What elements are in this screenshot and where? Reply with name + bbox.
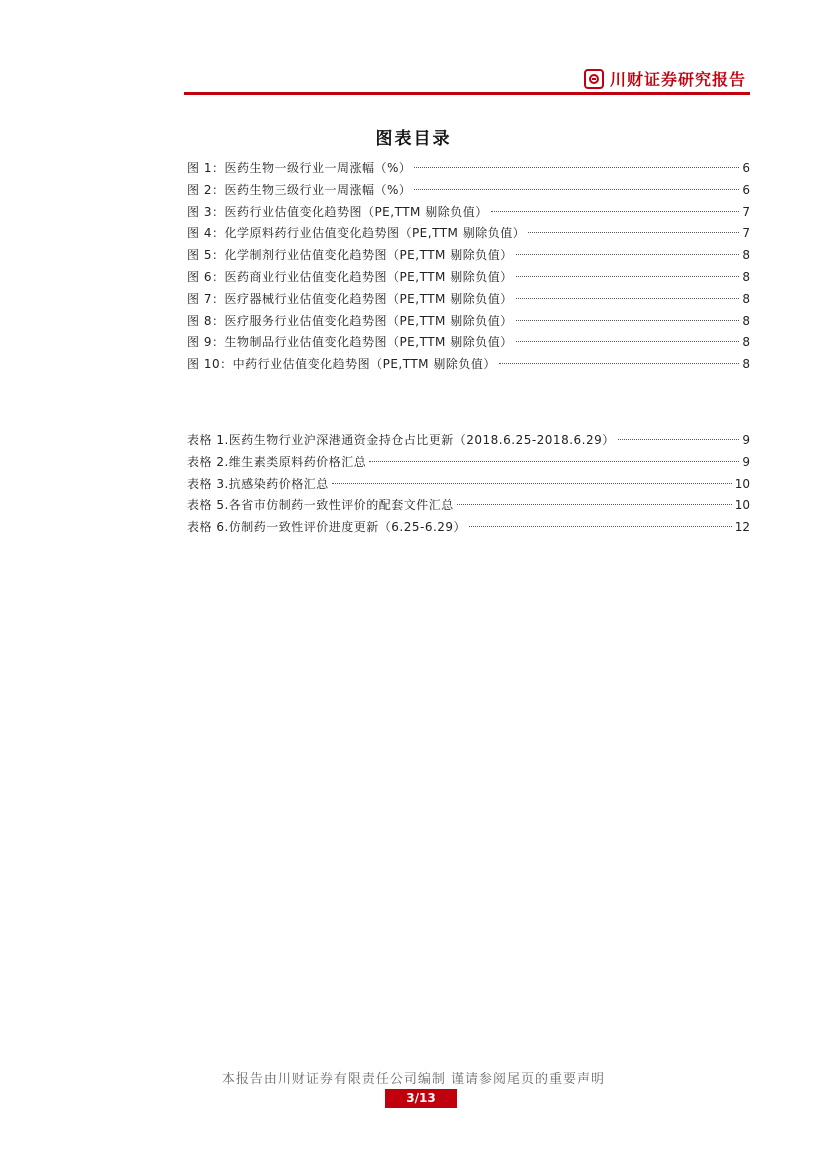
table-entry-page: 10 [734, 498, 750, 513]
header-divider [184, 92, 750, 95]
dot-leader [369, 461, 739, 462]
figure-entry-label: 图 7：医疗器械行业估值变化趋势图（PE,TTM 剔除负值） [187, 291, 513, 306]
figure-entry[interactable] [187, 223, 750, 245]
figure-entry-page: 8 [742, 248, 750, 263]
dot-leader [499, 363, 740, 364]
figure-entry-page: 6 [742, 161, 750, 175]
table-entry-label: 表格 2.维生素类原料药价格汇总 [187, 454, 367, 469]
figure-entry-page: 8 [742, 313, 750, 328]
dot-leader [457, 504, 732, 505]
dot-leader [414, 189, 739, 190]
figure-entry-label: 图 4：化学原料药行业估值变化趋势图（PE,TTM 剔除负值） [187, 226, 526, 241]
dot-leader [469, 526, 732, 527]
table-list [187, 430, 750, 539]
table-entry-page: 9 [742, 433, 750, 447]
dot-leader [528, 232, 739, 233]
dot-leader [618, 439, 740, 440]
table-entry[interactable] [187, 474, 750, 496]
table-entry[interactable] [187, 430, 750, 452]
figure-entry-label: 图 8：医疗服务行业估值变化趋势图（PE,TTM 剔除负值） [187, 313, 513, 328]
figure-entry[interactable] [187, 202, 750, 224]
figure-entry-page: 7 [742, 204, 750, 219]
dot-leader [332, 483, 732, 484]
figure-entry-label: 图 10：中药行业估值变化趋势图（PE,TTM 剔除负值） [187, 357, 496, 372]
table-entry-page: 12 [734, 520, 750, 535]
figure-entry[interactable] [187, 289, 750, 311]
table-entry-label: 表格 5.各省市仿制药一致性评价的配套文件汇总 [187, 498, 454, 513]
dot-leader [516, 298, 740, 299]
brand-logo-icon [584, 69, 604, 89]
figure-entry-label: 图 1：医药生物一级行业一周涨幅（%） [187, 161, 412, 175]
figure-entry[interactable] [187, 354, 750, 376]
table-entry[interactable] [187, 517, 750, 539]
dot-leader [516, 276, 740, 277]
table-entry-label: 表格 6.仿制药一致性评价进度更新（6.25-6.29） [187, 520, 467, 535]
figure-entry[interactable] [187, 311, 750, 333]
figure-entry-page: 8 [742, 335, 750, 350]
figure-entry-page: 8 [742, 291, 750, 306]
figure-entry[interactable] [187, 267, 750, 289]
dot-leader [516, 341, 740, 342]
figure-entry-page: 8 [742, 357, 750, 372]
table-entry[interactable] [187, 452, 750, 474]
figure-entry[interactable] [187, 158, 750, 180]
figure-entry[interactable] [187, 245, 750, 267]
figure-entry-page: 6 [742, 182, 750, 197]
dot-leader [414, 167, 739, 168]
figure-entry-label: 图 5：化学制剂行业估值变化趋势图（PE,TTM 剔除负值） [187, 248, 513, 263]
table-entry-label: 表格 1.医药生物行业沪深港通资金持仓占比更新（2018.6.25-2018.6.29） [187, 433, 615, 447]
dot-leader [516, 320, 740, 321]
figure-entry-page: 8 [742, 269, 750, 284]
brand-name: 川财证券研究报告 [610, 69, 747, 89]
table-entry-page: 9 [742, 454, 750, 469]
footer-disclaimer: 本报告由川财证券有限责任公司编制 谨请参阅尾页的重要声明 [221, 1072, 606, 1087]
page-number: 3/13 [385, 1089, 457, 1108]
figure-entry-label: 图 6：医药商业行业估值变化趋势图（PE,TTM 剔除负值） [187, 269, 513, 284]
dot-leader [516, 254, 740, 255]
table-entry[interactable] [187, 495, 750, 517]
table-entry-page: 10 [734, 476, 750, 491]
dot-leader [491, 211, 740, 212]
figure-entry-label: 图 3：医药行业估值变化趋势图（PE,TTM 剔除负值） [187, 204, 488, 219]
figure-list [187, 158, 750, 376]
figure-entry-page: 7 [742, 226, 750, 241]
page-title: 图表目录 [375, 129, 452, 149]
figure-entry-label: 图 2：医药生物三级行业一周涨幅（%） [187, 182, 412, 197]
figure-entry[interactable] [187, 180, 750, 202]
figure-entry-label: 图 9：生物制品行业估值变化趋势图（PE,TTM 剔除负值） [187, 335, 513, 350]
table-entry-label: 表格 3.抗感染药价格汇总 [187, 476, 329, 491]
header-brand [584, 66, 750, 90]
figure-entry[interactable] [187, 332, 750, 354]
